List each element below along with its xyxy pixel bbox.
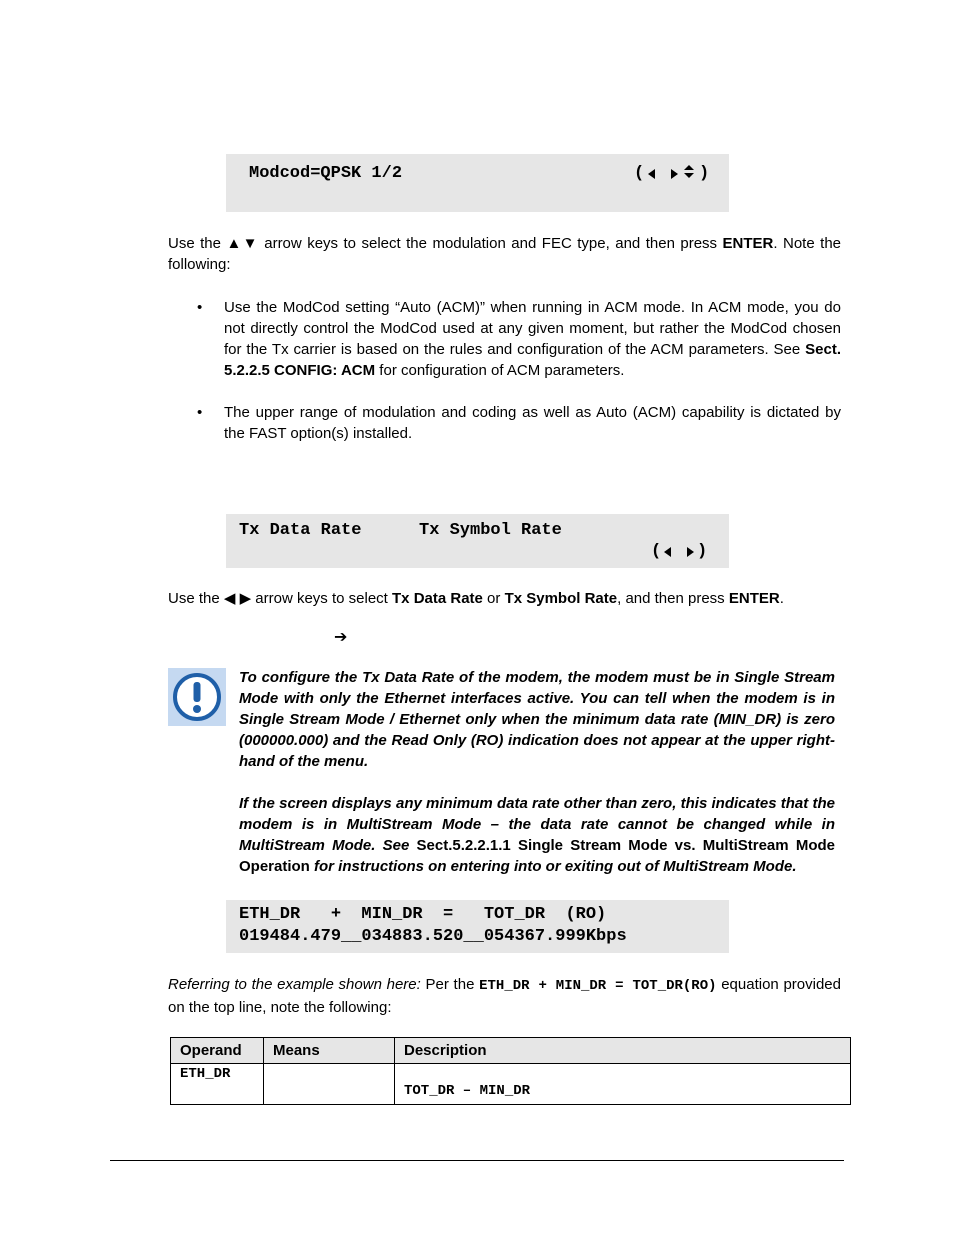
header-operand: Operand: [171, 1038, 264, 1064]
header-means: Means: [264, 1038, 395, 1064]
tx-data-rate-option: Tx Data Rate: [239, 521, 362, 540]
list-item: Use the ModCod setting “Auto (ACM)” when running in ACM mode. In ACM mode, you do not directly control the ModCod used at any given moment, but rather the ModCod chosen for the Tx carrier is based on the rules and configuration of the ACM parameters. See Sect. 5.2.2.5 CONFIG: ACM for configuration of ACM parameters.: [224, 299, 841, 379]
up-down-arrows-icon: ▲▼: [226, 235, 259, 252]
rate-instructions: Use the ◀ ▶ arrow keys to select Tx Data Rate or Tx Symbol Rate, and then press ENTER.: [168, 590, 784, 607]
equation-code: ETH_DR + MIN_DR = TOT_DR(RO): [479, 978, 717, 994]
bullet-icon: •: [197, 299, 203, 316]
operand-table: [170, 1037, 851, 1105]
left-right-up-down-arrows-icon: [645, 164, 699, 184]
equation-line-1: ETH_DR + MIN_DR = TOT_DR (RO): [239, 905, 607, 924]
left-right-arrows-icon: ◀ ▶: [223, 590, 252, 607]
equation-display-panel: [226, 900, 729, 953]
header-description: Description: [395, 1038, 851, 1064]
nav-open-paren: (: [651, 542, 662, 561]
tx-symbol-rate-option: Tx Symbol Rate: [419, 521, 562, 540]
description-cell: TOT_DR – MIN_DR: [395, 1064, 851, 1105]
section-reference: Sect.5.2.2.1.1 Single Stream Mode vs. MultiStream Mode Operation: [239, 837, 835, 875]
equation-explanation: Referring to the example shown here: Per the ETH_DR + MIN_DR = TOT_DR(RO) equation provided on the top line, note the following:: [168, 976, 841, 1016]
rate-display-panel: [226, 514, 729, 568]
right-arrow-icon: ➔: [334, 627, 348, 646]
modcod-display-panel: [226, 154, 729, 212]
list-item: The upper range of modulation and coding as well as Auto (ACM) capability is dictated by the FAST option(s) installed.: [224, 404, 841, 442]
equation-line-2: 019484.479__034883.520__054367.999Kbps: [239, 927, 627, 946]
means-cell: [264, 1064, 395, 1105]
nav-close-paren: ): [699, 164, 710, 183]
important-note-icon: [168, 668, 226, 726]
nav-close-paren: ): [697, 542, 708, 561]
table-header-row: [171, 1038, 851, 1064]
footer-divider: [110, 1160, 844, 1161]
left-right-arrows-icon: [661, 543, 697, 561]
note-paragraph-1: To configure the Tx Data Rate of the modem, the modem must be in Single Stream Mode with only the Ethernet interfaces active. You can tell when the modem is in Single Stream Mode / Ethernet only when the minimum data rate (MIN_DR) is zero (000000.000) and the Read Only (RO) indication does not appear at the upper right-hand of the menu.: [239, 669, 835, 770]
bullet-icon: •: [197, 404, 203, 421]
table-row: [171, 1064, 851, 1105]
operand-cell: ETH_DR: [171, 1064, 264, 1105]
modcod-instructions: Use the ▲▼ arrow keys to select the modulation and FEC type, and then press ENTER. Note the following:: [168, 235, 842, 273]
note-paragraph-2: If the screen displays any minimum data rate other than zero, this indicates that the modem is in MultiStream Mode – the data rate cannot be changed while in MultiStream Mode. See Sect.5.2.2.1.1 Single Stream Mode vs. MultiStream Mode Operation for instructions on entering into or exiting out of MultiStream Mode.: [239, 795, 835, 875]
nav-open-paren: (: [634, 164, 645, 183]
modcod-text: Modcod=QPSK 1/2: [249, 164, 403, 183]
